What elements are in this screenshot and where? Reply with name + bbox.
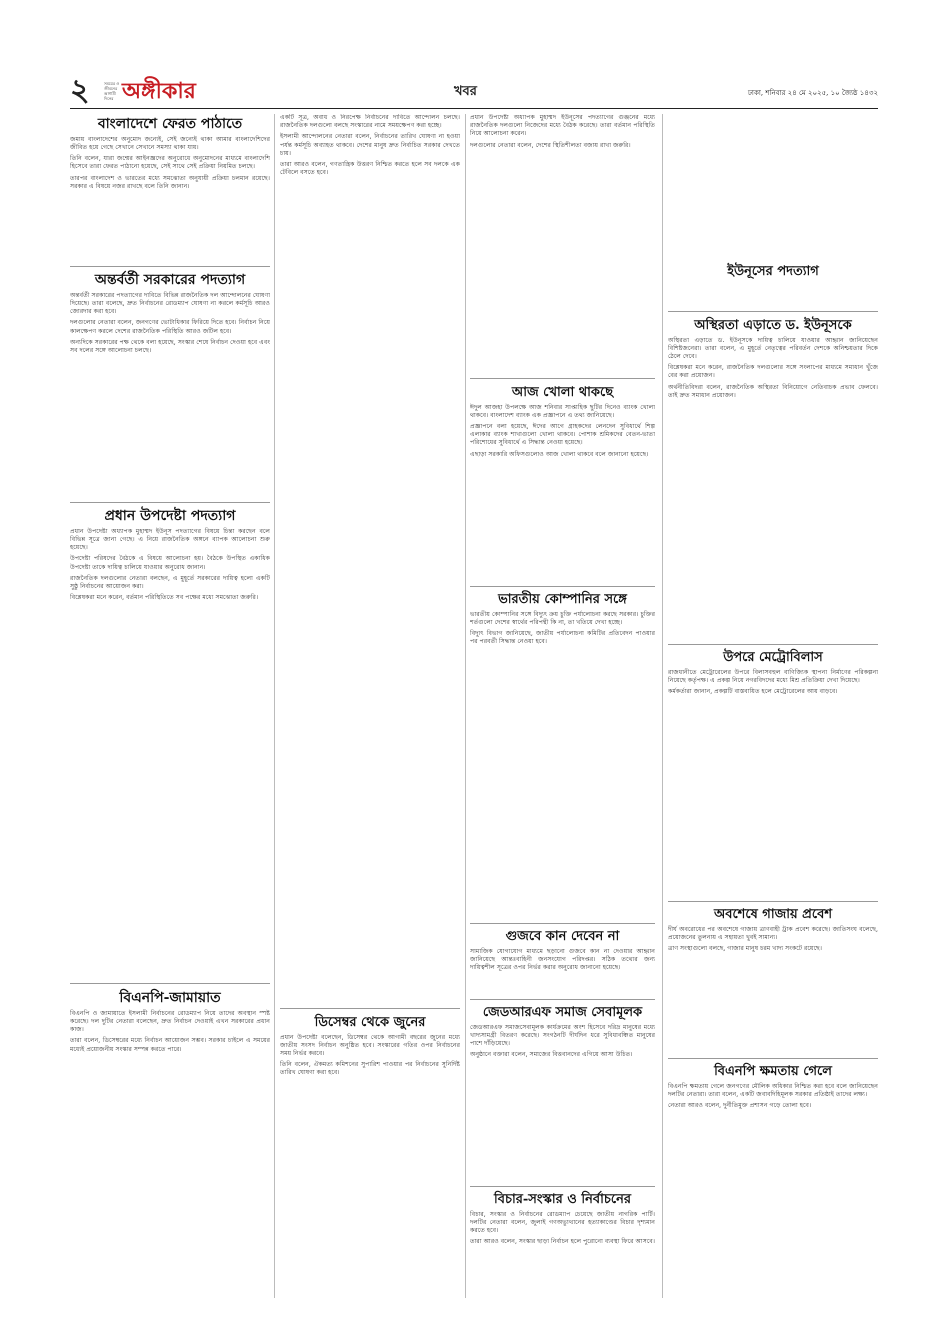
paragraph: তারা আরও বলেন, গণতান্ত্রিক উত্তরণ নিশ্চিত করতে হলে সব দলকে এক টেবিলে বসতে হবে। bbox=[280, 161, 460, 177]
masthead bbox=[70, 73, 878, 109]
article-open-today bbox=[470, 383, 655, 583]
paragraph: তারা বলেন, ডিসেম্বরের মধ্যে নির্বাচন আয়োজন সম্ভব। সরকার চাইলে এ সময়ের মধ্যেই প্রয়োজনীয় সংস্কার সম্পন্ন করতে পারে। bbox=[70, 1037, 270, 1053]
newspaper-logo bbox=[104, 78, 194, 106]
paragraph: একটি সূত্র, অবাধ ও নিরপেক্ষ নির্বাচনের দাবিতে আন্দোলন চলছে। রাজনৈতিক দলগুলো বলছে সংস্কারের নামে সময়ক্ষেপণ করা হচ্ছে। bbox=[280, 114, 460, 130]
newspaper-page bbox=[70, 73, 878, 1306]
paragraph: কর্মকর্তারা জানান, প্রকল্পটি বাস্তবায়িত হলে মেট্রোরেলের আয় বাড়বে। bbox=[668, 688, 838, 695]
paragraph: রাজনৈতিক দলগুলোর নেতারা বলছেন, এ মুহূর্তে সরকারের দায়িত্ব হলো একটি সুষ্ঠু নির্বাচনের আয়োজন করা। bbox=[70, 574, 270, 591]
headline: অস্থিরতা এড়াতে ড. ইউনূসকে bbox=[694, 318, 852, 333]
column-divider bbox=[662, 114, 663, 1298]
paragraph: প্রজ্ঞাপনে বলা হয়েছে, ঈদের আগে গ্রাহকদের লেনদেন সুবিধার্থে শিল্প এলাকার ব্যাংক শাখাগুলো খোলা থাকবে। পোশাক শ্রমিকদের বেতন-ভাতা পরিশোধের সুবিধার্থে এ সিদ্ধান্ত নেওয়া হয়েছে। bbox=[470, 423, 655, 447]
page-number: ২ bbox=[70, 73, 90, 108]
paragraph: তিনি বলেন, ঐকমত্য কমিশনের সুপারিশ পাওয়ার পর নির্বাচনের সুনির্দিষ্ট তারিখ ঘোষণা করা হবে। bbox=[280, 1061, 460, 1077]
paragraph: দীর্ঘ অবরোধের পর অবশেষে গাজায় ত্রাণবাহী ট্রাক প্রবেশ করেছে। জাতিসংঘ বলেছে, প্রয়োজনের তুলনায় এ সহায়তা খুবই সামান্য। bbox=[668, 925, 878, 941]
divider bbox=[70, 266, 270, 267]
article-justice-reform bbox=[470, 1190, 655, 1298]
article-bnp-power bbox=[668, 1062, 878, 1298]
article-yunus-resign bbox=[668, 114, 878, 309]
article-gaza bbox=[668, 905, 878, 1055]
paragraph: দলগুলোর নেতারা বলেন, জনগণের ভোটাধিকার ফিরিয়ে দিতে হবে। নির্বাচন নিয়ে কালক্ষেপণ করলে দেশের রাজনৈতিক পরিস্থিতি আরও জটিল হবে। bbox=[70, 319, 270, 335]
article-continued-2 bbox=[470, 114, 655, 376]
paragraph: অনুষ্ঠানে বক্তারা বলেন, সমাজের বিত্তবানদের এগিয়ে আসা উচিত। bbox=[470, 1051, 633, 1059]
paragraph: রাজধানীতে মেট্রোরেলের উপরে বিলাসবহুল বাণিজ্যিক স্থাপনা নির্মাণের পরিকল্পনা নিয়েছে কর্তৃপক্ষ। এ প্রকল্প নিয়ে নগরবিদদের মধ্যে মিশ্র প্রতিক্রিয়া দেখা দিয়েছে। bbox=[668, 668, 878, 684]
paragraph: তারা আরও বলেন, সংস্কার ছাড়া নির্বাচন হলে পুরোনো ব্যবস্থা ফিরে আসবে। bbox=[470, 1238, 655, 1246]
paragraph: ত্রাণ সংস্থাগুলো বলছে, গাজার মানুষ চরম খাদ্য সংকটে রয়েছে। bbox=[668, 945, 823, 952]
dateline: ঢাকা, শনিবার ২৪ মে ২০২৫, ১০ জ্যৈষ্ঠ ১৪৩২ bbox=[747, 89, 878, 97]
article-dec-june bbox=[280, 1013, 460, 1298]
article-metrorail bbox=[668, 648, 878, 898]
headline: বিএনপি ক্ষমতায় গেলে bbox=[714, 1064, 832, 1079]
article-instability bbox=[668, 316, 878, 641]
paragraph: দলগুলোর নেতারা বলেন, দেশের স্থিতিশীলতা বজায় রাখা জরুরি। bbox=[470, 141, 631, 149]
headline: জেডআরএফ সমাজ সেবামূলক bbox=[482, 1005, 643, 1020]
paragraph: তারপর বাংলাদেশ ও ভারতের মধ্যে সমঝোতা অনুযায়ী প্রক্রিয়া চলমান রয়েছে। সরকার এ বিষয়ে নজর রাখছে বলে তিনি জানান। bbox=[70, 174, 270, 190]
paragraph: বিএনপি ক্ষমতায় গেলে জনগণের মৌলিক অধিকার নিশ্চিত করা হবে বলে জানিয়েছেন দলটির নেতারা। তারা বলেন, একটি জবাবদিহিমূলক সরকার প্রতিষ্ঠাই তাদের লক্ষ্য। bbox=[668, 1082, 878, 1098]
headline: অবশেষে গাজায় প্রবেশ bbox=[713, 907, 833, 922]
paragraph: বিচার, সংস্কার ও নির্বাচনের রোডম্যাপ চেয়েছে জাতীয় নাগরিক পার্টি। দলটির নেতারা বলেন, জুলাই গণঅভ্যুত্থানের হত্যাকাণ্ডের বিচার দৃশ্যমান করতে হবে। bbox=[470, 1210, 655, 1234]
paragraph: তিনি বলেন, যারা জন্মের আইনজ্ঞদের অনুরোধে অনুমোদনের মাধ্যমে বাংলাদেশি হিসেবে তারা ফেরত পাঠানো হয়েছে, সেই সাথে সেই প্রক্রিয়া নিয়মিত চলছে। bbox=[70, 155, 270, 171]
divider bbox=[668, 311, 878, 312]
paragraph: ঈদুল আজহা উপলক্ষে আজ শনিবার সাপ্তাহিক ছুটির দিনেও ব্যাংক খোলা থাকবে। বাংলাদেশ ব্যাংক এক প্রজ্ঞাপনে এ তথ্য জানিয়েছে। bbox=[470, 403, 655, 419]
headline: আজ খোলা থাকছে bbox=[511, 385, 614, 400]
paragraph: ভারতীয় কোম্পানির সঙ্গে বিদ্যুৎ ক্রয় চুক্তি পর্যালোচনা করছে সরকার। চুক্তির শর্তগুলো দেশের স্বার্থের পরিপন্থী কি না, তা খতিয়ে দেখা হচ্ছে। bbox=[470, 610, 655, 626]
article-jdrf bbox=[470, 1003, 655, 1183]
logo-tagline: সময়ের ও জীবনের আগামী দিনের bbox=[104, 81, 120, 101]
paragraph: অন্তর্বর্তী সরকারের পদত্যাগের দাবিতে বিভিন্ন রাজনৈতিক দল আন্দোলনের ঘোষণা দিয়েছে। তারা বলেছে, দ্রুত নির্বাচনের রোডম্যাপ ঘোষণা না করলে কর্মসূচি আরও জোরদার করা হবে। bbox=[70, 291, 270, 316]
article-chief-adviser-resign bbox=[70, 506, 270, 981]
logo-word: অঙ্গীকার bbox=[122, 79, 196, 104]
paragraph: ইসলামী আন্দোলনের নেতারা বলেন, নির্বাচনের তারিখ ঘোষণা না হওয়া পর্যন্ত কর্মসূচি অব্যাহত থাকবে। দেশের মানুষ দ্রুত নির্বাচিত সরকার দেখতে চায়। bbox=[280, 133, 460, 157]
article-interim-resign bbox=[70, 270, 270, 500]
paragraph: উপদেষ্টা পরিষদের বৈঠকে এ বিষয়ে আলোচনা হয়। বৈঠকে উপস্থিত একাধিক উপদেষ্টা তাকে দায়িত্ব চালিয়ে যাওয়ার অনুরোধ জানান। bbox=[70, 555, 270, 571]
column-divider bbox=[274, 114, 275, 1298]
paragraph: বিশ্লেষকরা মনে করেন, রাজনৈতিক দলগুলোর সঙ্গে সংলাপের মাধ্যমে সমাধান খুঁজে বের করা প্রয়োজন। bbox=[668, 364, 878, 380]
paragraph: অর্থনীতিবিদরা বলেন, রাজনৈতিক অস্থিরতা বিনিয়োগে নেতিবাচক প্রভাব ফেলবে। তাই দ্রুত সমাধান প্রয়োজন। bbox=[668, 383, 878, 399]
paragraph: প্রধান উপদেষ্টা অধ্যাপক মুহাম্মদ ইউনূসের পদত্যাগের গুঞ্জনের মধ্যে রাজনৈতিক দলগুলো নিজেদের মধ্যে বৈঠক করেছে। তারা বর্তমান পরিস্থিতি নিয়ে আলোচনা করেন। bbox=[470, 114, 655, 138]
divider bbox=[280, 1008, 460, 1009]
article-indian-companies bbox=[470, 590, 655, 920]
paragraph: বিএনপি ও জামায়াতে ইসলামী নির্বাচনের রোডম্যাপ নিয়ে তাদের অবস্থান স্পষ্ট করেছে। দল দুটির নেতারা বলেছেন, দ্রুত নির্বাচন দেওয়াই এখন সরকারের প্রধান কাজ। bbox=[70, 1009, 270, 1034]
divider bbox=[470, 923, 655, 924]
paragraph: অস্থিরতা এড়াতে ড. ইউনূসকে দায়িত্ব চালিয়ে যাওয়ার আহ্বান জানিয়েছেন বিশিষ্টজনেরা। তারা বলেন, এ মুহূর্তে নেতৃত্বের পরিবর্তন দেশকে অনিশ্চয়তার দিকে ঠেলে দেবে। bbox=[668, 336, 878, 360]
headline: ভারতীয় কোম্পানির সঙ্গে bbox=[498, 592, 627, 607]
paragraph: বিদ্যুৎ বিভাগ জানিয়েছে, জাতীয় পর্যালোচনা কমিটির প্রতিবেদন পাওয়ার পর পরবর্তী সিদ্ধান্ত নেওয়া হবে। bbox=[470, 630, 655, 646]
paragraph: জমায় বাংলাদেশের অনুমোদ জন্যেই, সেই জন্যেই থাকা আমার বাংলাদেশিদের জীবিত হয়ে গেছে সেখানে সেখানে সমস্যা থাকা যায়। bbox=[70, 135, 270, 151]
headline: বিচার-সংস্কার ও নির্বাচনের bbox=[493, 1192, 631, 1207]
headline: গুজবে কান দেবেন না bbox=[505, 929, 620, 944]
divider bbox=[470, 1186, 655, 1187]
divider bbox=[470, 586, 655, 587]
paragraph: এছাড়া সরকারি অফিসগুলোও আজ খোলা থাকবে বলে জানানো হয়েছে। bbox=[470, 450, 649, 458]
paragraph: প্রধান উপদেষ্টা বলেছেন, ডিসেম্বর থেকে আগামী বছরের জুনের মধ্যে জাতীয় সংসদ নির্বাচন অনুষ্ঠিত হবে। সংস্কারের গতির ওপর নির্বাচনের সময় নির্ভর করবে। bbox=[280, 1033, 460, 1057]
divider bbox=[470, 999, 655, 1000]
section-title: খবর bbox=[454, 84, 477, 99]
divider bbox=[668, 644, 878, 645]
divider bbox=[70, 983, 270, 984]
headline: অন্তর্বর্তী সরকারের পদত্যাগ bbox=[94, 272, 246, 288]
paragraph: নেতারা আরও বলেন, দুর্নীতিমুক্ত প্রশাসন গড়ে তোলা হবে। bbox=[668, 1102, 812, 1109]
column-divider bbox=[465, 114, 466, 1298]
paragraph: প্রধান উপদেষ্টা অধ্যাপক মুহাম্মদ ইউনূস পদত্যাগের বিষয়ে চিন্তা করছেন বলে বিভিন্ন সূত্রে জানা গেছে। এ নিয়ে রাজনৈতিক অঙ্গনে ব্যাপক আলোচনা শুরু হয়েছে। bbox=[70, 527, 270, 552]
paragraph: সামাজিক যোগাযোগ মাধ্যমে ছড়ানো গুজবে কান না দেওয়ার আহ্বান জানিয়েছে আন্তঃবাহিনী জনসংযোগ পরিদপ্তর। সঠিক তথ্যের জন্য দায়িত্বশীল সূত্রের ওপর নির্ভর করার অনুরোধ জানানো হয়েছে। bbox=[470, 947, 655, 971]
headline: বাংলাদেশে ফেরত পাঠাতে bbox=[97, 116, 243, 132]
headline: বিএনপি-জামায়াত bbox=[119, 990, 221, 1006]
paragraph: অন্যদিকে সরকারের পক্ষ থেকে বলা হয়েছে, সংস্কার শেষে নির্বাচন দেওয়া হবে এবং সব দলের সঙ্গে আলোচনা চলছে। bbox=[70, 338, 270, 355]
headline: প্রধান উপদেষ্টা পদত্যাগ bbox=[104, 508, 236, 524]
paragraph: বিশ্লেষকরা মনে করেন, বর্তমান পরিস্থিতিতে সব পক্ষের মধ্যে সমঝোতা জরুরি। bbox=[70, 594, 259, 602]
divider bbox=[70, 502, 270, 503]
headline: ডিসেম্বর থেকে জুনের bbox=[314, 1015, 426, 1030]
headline: ইউনূসের পদত্যাগ bbox=[727, 264, 819, 279]
divider bbox=[470, 378, 655, 379]
article-bnp-jamaat bbox=[70, 988, 270, 1298]
divider bbox=[668, 901, 878, 902]
headline: উপরে মেট্রোবিলাস bbox=[723, 650, 823, 665]
article-rumor bbox=[470, 927, 655, 997]
paragraph: জেডআরএফ সমাজসেবামূলক কার্যক্রমের অংশ হিসেবে দরিদ্র মানুষের মধ্যে খাদ্যসামগ্রী বিতরণ করেছে। সংগঠনটি দীর্ঘদিন ধরে সুবিধাবঞ্চিত মানুষের পাশে দাঁড়িয়েছে। bbox=[470, 1023, 655, 1047]
divider bbox=[668, 1058, 878, 1059]
article-returned-bangladesh bbox=[70, 114, 270, 264]
article-continued bbox=[280, 114, 460, 1004]
